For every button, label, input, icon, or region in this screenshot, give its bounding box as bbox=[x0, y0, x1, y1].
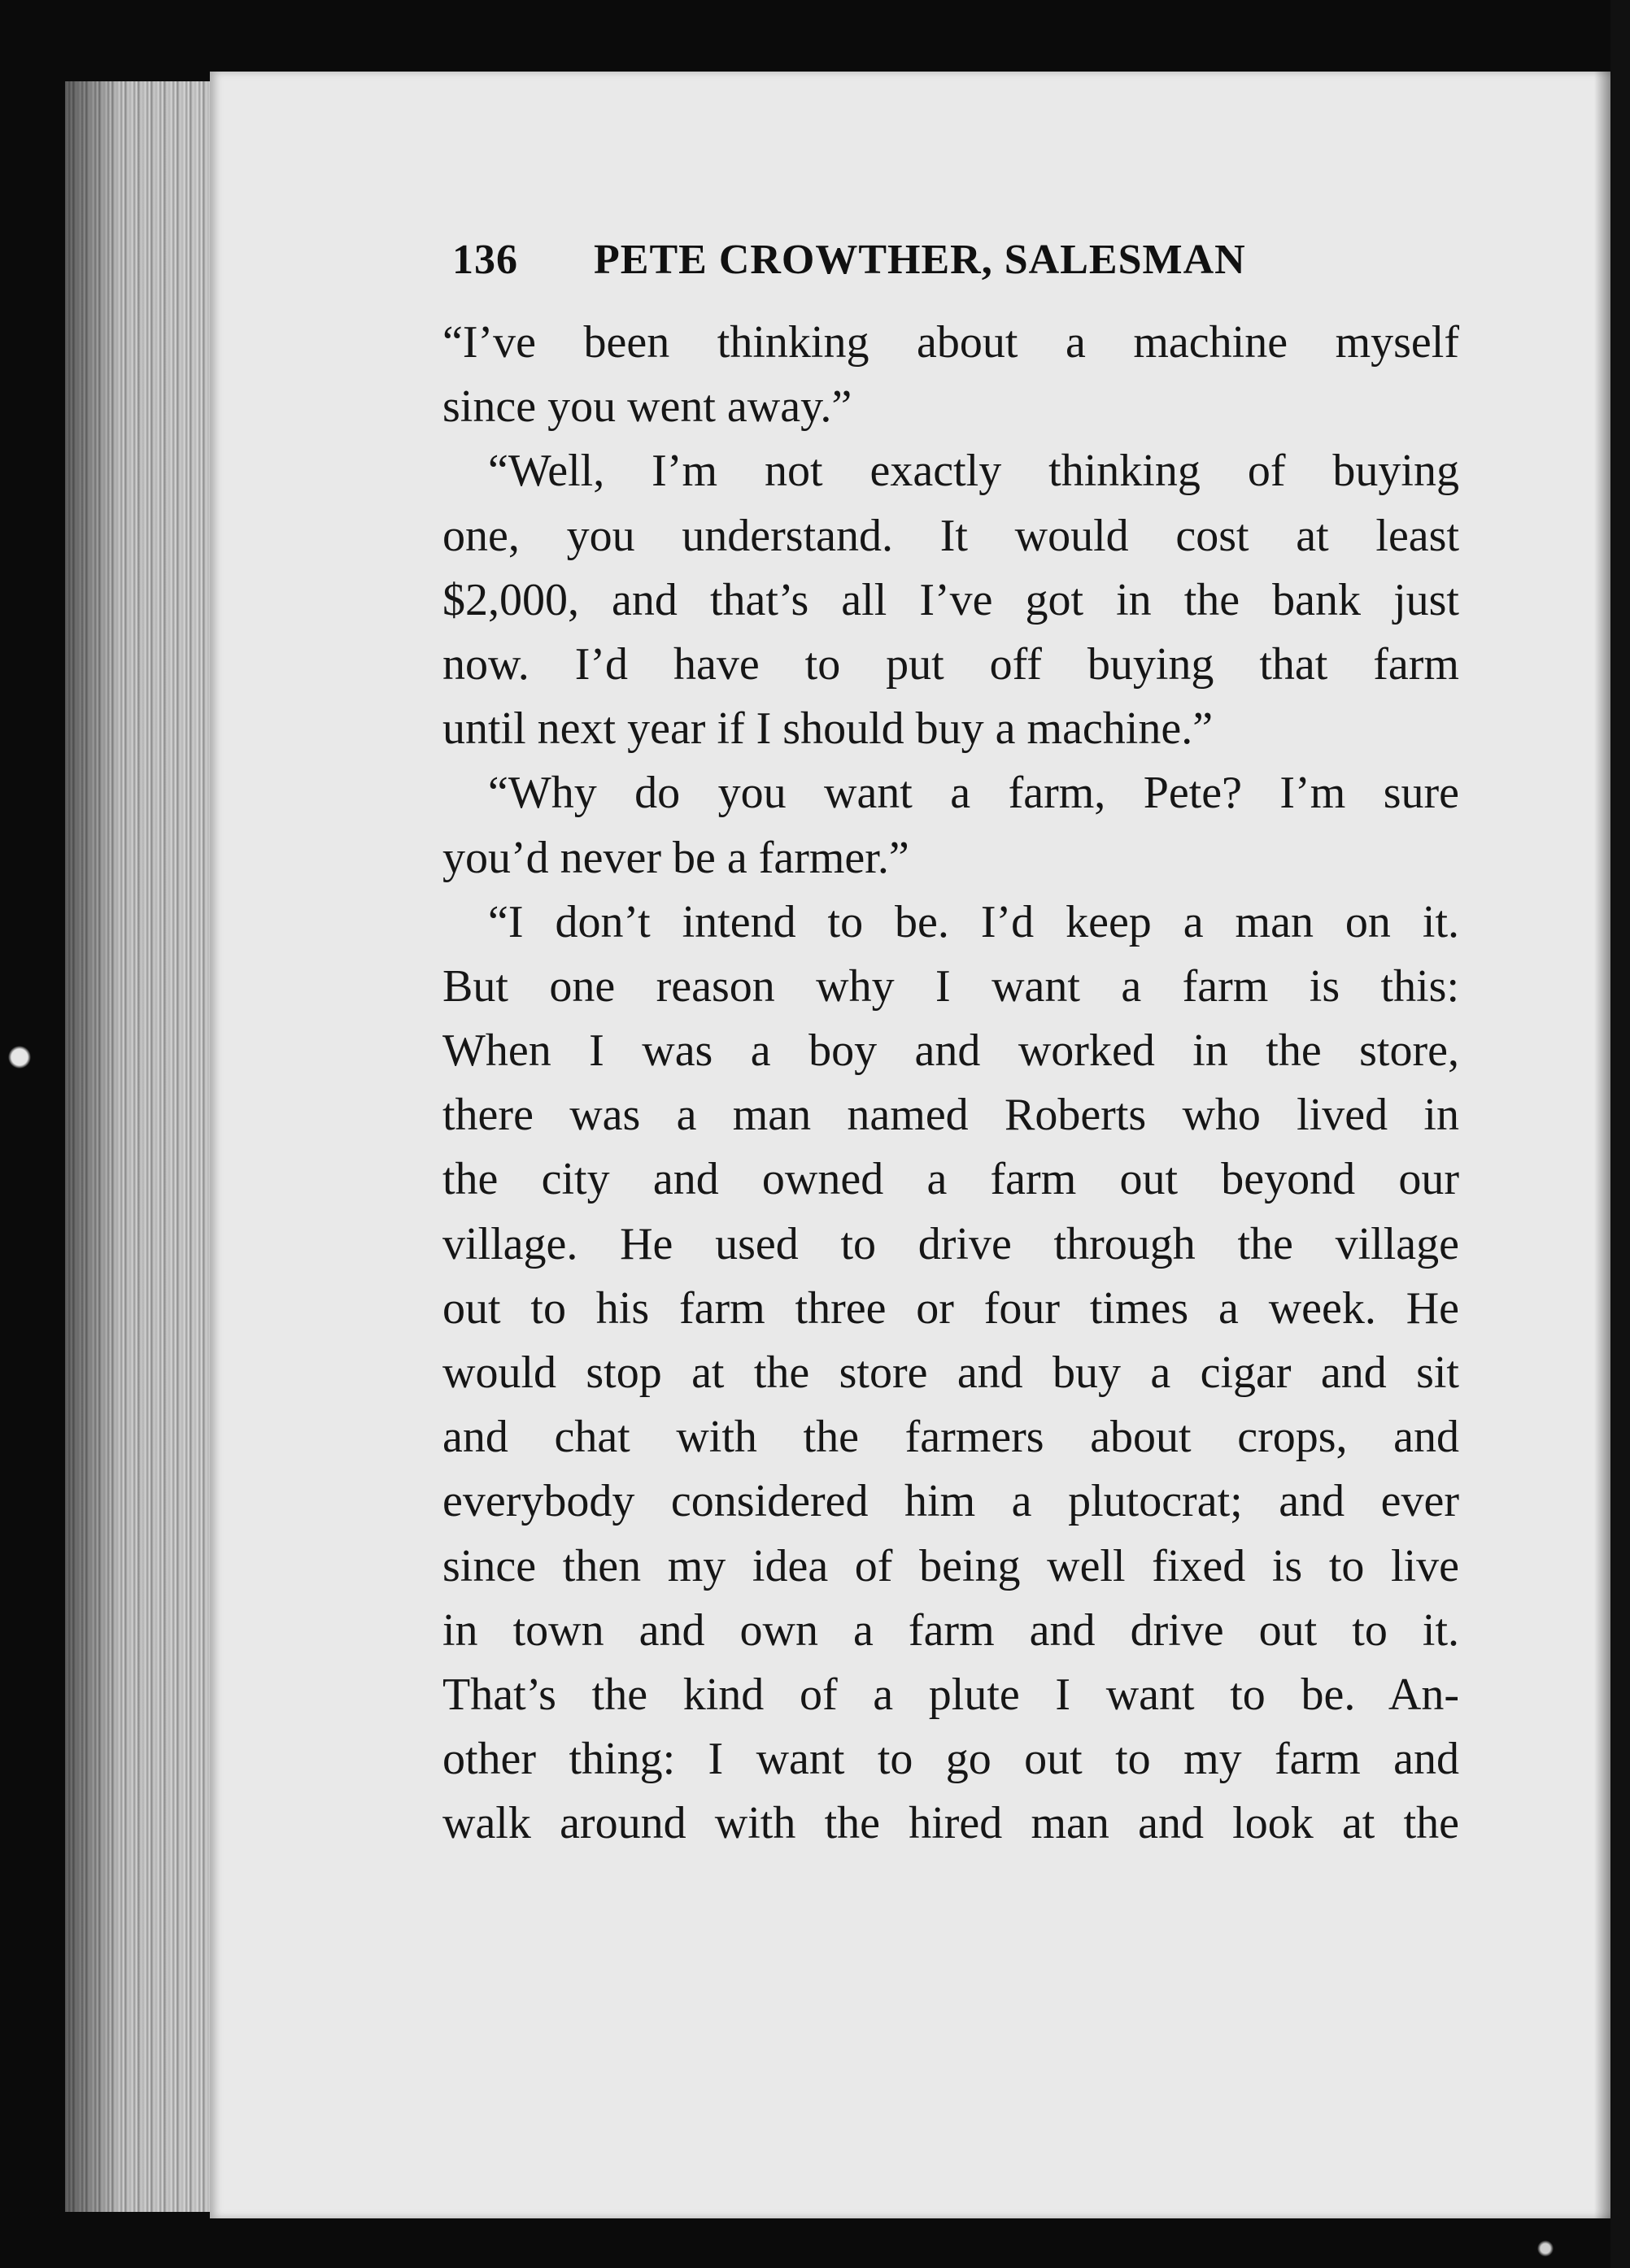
text-line: When I was a boy and worked in the store, bbox=[442, 1025, 1459, 1077]
text-line: village. He used to drive through the village bbox=[442, 1218, 1459, 1269]
body-text bbox=[442, 311, 1459, 1857]
scan-speck bbox=[1529, 2232, 1562, 2265]
text-line: walk around with the hired man and look at the bbox=[442, 1798, 1459, 1849]
text-line: other thing: I want to go out to my farm and bbox=[442, 1734, 1459, 1785]
text-line: since then my idea of being well fixed is to live bbox=[442, 1540, 1459, 1591]
text-line: That’s the kind of a plute I want to be. An- bbox=[442, 1669, 1459, 1720]
text-line: everybody considered him a plutocrat; and ever bbox=[442, 1476, 1459, 1527]
text-line: “Well, I’m not exactly thinking of buying bbox=[488, 446, 1459, 497]
running-header bbox=[439, 236, 1366, 301]
text-line: until next year if I should buy a machine.” bbox=[442, 703, 1214, 755]
book-page-edges bbox=[65, 81, 228, 2212]
page-number: 136 bbox=[452, 237, 518, 283]
text-line: But one reason why I want a farm is this: bbox=[442, 960, 1459, 1012]
text-line: there was a man named Roberts who lived in bbox=[442, 1090, 1459, 1141]
text-line: since you went away.” bbox=[442, 381, 852, 433]
scan-speck bbox=[0, 1041, 49, 1073]
scan-border bbox=[1610, 0, 1630, 2268]
text-line: in town and own a farm and drive out to it. bbox=[442, 1604, 1459, 1656]
text-line: “Why do you want a farm, Pete? I’m sure bbox=[488, 768, 1459, 819]
text-line: $2,000, and that’s all I’ve got in the bank just bbox=[442, 574, 1459, 625]
text-line: “I’ve been thinking about a machine myself bbox=[442, 317, 1459, 368]
text-line: and chat with the farmers about crops, and bbox=[442, 1412, 1459, 1463]
text-line: one, you understand. It would cost at least bbox=[442, 510, 1459, 561]
text-line: “I don’t intend to be. I’d keep a man on it. bbox=[488, 896, 1459, 947]
text-line: would stop at the store and buy a cigar and sit bbox=[442, 1347, 1459, 1398]
text-line: out to his farm three or four times a week. He bbox=[442, 1282, 1459, 1334]
running-title: PETE CROWTHER, SALESMAN bbox=[594, 237, 1246, 283]
text-line: the city and owned a farm out beyond our bbox=[442, 1154, 1459, 1205]
text-line: now. I’d have to put off buying that farm bbox=[442, 638, 1459, 690]
text-line: you’d never be a farmer.” bbox=[442, 832, 909, 883]
